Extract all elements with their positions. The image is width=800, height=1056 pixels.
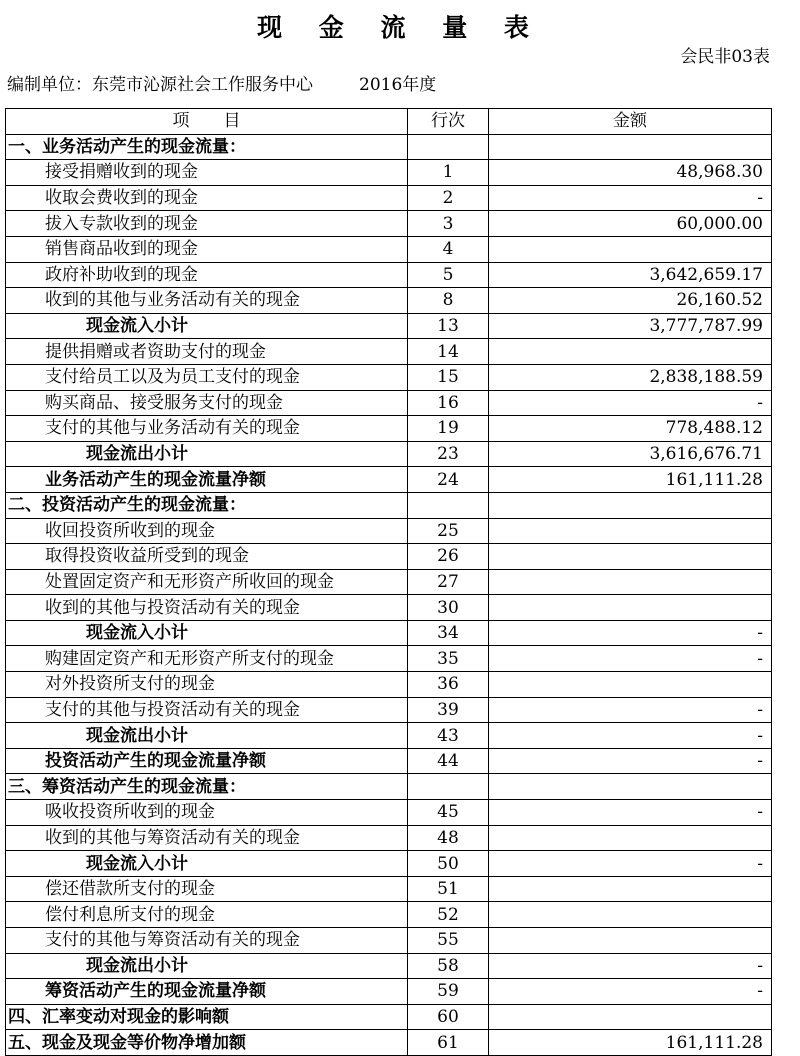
row-item-cell: 现金流出小计 — [6, 953, 408, 979]
table-row — [6, 748, 772, 774]
header-item: 项 目 — [6, 109, 408, 135]
row-line-cell — [408, 492, 489, 518]
row-amount-cell — [489, 518, 772, 544]
row-line-cell — [408, 134, 489, 160]
header-amount: 金额 — [489, 109, 772, 135]
table-row — [6, 723, 772, 749]
table-row — [6, 825, 772, 851]
row-amount-cell: 3,777,787.99 — [489, 313, 772, 339]
table-row — [6, 928, 772, 954]
row-item-cell: 接受捐赠收到的现金 — [6, 160, 408, 186]
row-amount-cell: - — [489, 620, 772, 646]
row-amount-cell: 3,616,676.71 — [489, 441, 772, 467]
row-amount-cell: 3,642,659.17 — [489, 262, 772, 288]
row-amount-cell — [489, 774, 772, 800]
table-row — [6, 390, 772, 416]
row-line-cell: 14 — [408, 339, 489, 365]
table-row — [6, 339, 772, 365]
row-item-cell: 现金流出小计 — [6, 441, 408, 467]
row-line-cell: 5 — [408, 262, 489, 288]
row-amount-cell: - — [489, 697, 772, 723]
row-item-cell: 现金流入小计 — [6, 851, 408, 877]
row-line-cell: 48 — [408, 825, 489, 851]
row-amount-cell: - — [489, 953, 772, 979]
row-item-cell: 业务活动产生的现金流量净额 — [6, 467, 408, 493]
row-line-cell: 45 — [408, 800, 489, 826]
table-row — [6, 774, 772, 800]
table-row — [6, 441, 772, 467]
row-item-cell: 三、筹资活动产生的现金流量： — [6, 774, 408, 800]
row-item-cell: 购买商品、接受服务支付的现金 — [6, 390, 408, 416]
table-row — [6, 416, 772, 442]
row-line-cell: 51 — [408, 876, 489, 902]
row-item-cell: 支付的其他与筹资活动有关的现金 — [6, 928, 408, 954]
table-row — [6, 697, 772, 723]
row-line-cell: 35 — [408, 646, 489, 672]
row-amount-cell — [489, 134, 772, 160]
row-item-cell: 现金流出小计 — [6, 723, 408, 749]
table-row — [6, 211, 772, 237]
row-line-cell: 30 — [408, 595, 489, 621]
row-amount-cell — [489, 825, 772, 851]
row-item-cell: 五、现金及现金等价物净增加额 — [6, 1030, 408, 1056]
row-item-cell: 提供捐赠或者资助支付的现金 — [6, 339, 408, 365]
row-item-cell: 偿还借款所支付的现金 — [6, 876, 408, 902]
table-row — [6, 620, 772, 646]
org-line — [7, 70, 436, 95]
row-line-cell: 61 — [408, 1030, 489, 1056]
report-title: 现 金 流 量 表 — [257, 13, 543, 42]
org-label: 编制单位：东莞市沁源社会工作服务中心 — [7, 75, 313, 95]
table-row — [6, 544, 772, 570]
row-amount-cell: 60,000.00 — [489, 211, 772, 237]
row-line-cell: 44 — [408, 748, 489, 774]
table-row — [6, 467, 772, 493]
row-line-cell — [408, 774, 489, 800]
table-row — [6, 1030, 772, 1056]
row-item-cell: 偿付利息所支付的现金 — [6, 902, 408, 928]
row-line-cell: 52 — [408, 902, 489, 928]
row-line-cell: 24 — [408, 467, 489, 493]
row-amount-cell: - — [489, 851, 772, 877]
row-amount-cell — [489, 544, 772, 570]
row-item-cell: 收到的其他与投资活动有关的现金 — [6, 595, 408, 621]
row-amount-cell — [489, 876, 772, 902]
row-amount-cell: - — [489, 723, 772, 749]
row-amount-cell — [489, 339, 772, 365]
table-row — [6, 518, 772, 544]
row-item-cell: 现金流入小计 — [6, 313, 408, 339]
row-amount-cell: 2,838,188.59 — [489, 364, 772, 390]
form-code: 会民非03表 — [680, 47, 770, 67]
table-row — [6, 262, 772, 288]
row-line-cell: 23 — [408, 441, 489, 467]
row-line-cell: 55 — [408, 928, 489, 954]
row-item-cell: 政府补助收到的现金 — [6, 262, 408, 288]
table-row — [6, 160, 772, 186]
row-amount-cell: - — [489, 800, 772, 826]
table-row — [6, 953, 772, 979]
row-line-cell: 1 — [408, 160, 489, 186]
table-row — [6, 800, 772, 826]
row-amount-cell: - — [489, 390, 772, 416]
table-row — [6, 902, 772, 928]
row-item-cell: 收到的其他与筹资活动有关的现金 — [6, 825, 408, 851]
table-row — [6, 1004, 772, 1030]
row-amount-cell — [489, 569, 772, 595]
row-amount-cell — [489, 595, 772, 621]
row-item-cell: 销售商品收到的现金 — [6, 236, 408, 262]
row-line-cell: 15 — [408, 364, 489, 390]
table-body — [6, 134, 772, 1055]
row-item-cell: 筹资活动产生的现金流量净额 — [6, 979, 408, 1005]
row-amount-cell — [489, 236, 772, 262]
row-item-cell: 现金流入小计 — [6, 620, 408, 646]
table-row — [6, 492, 772, 518]
row-line-cell: 60 — [408, 1004, 489, 1030]
row-item-cell: 拔入专款收到的现金 — [6, 211, 408, 237]
cash-flow-table — [5, 108, 772, 1056]
row-line-cell: 59 — [408, 979, 489, 1005]
row-amount-cell — [489, 928, 772, 954]
row-amount-cell: 26,160.52 — [489, 288, 772, 314]
row-item-cell: 支付给员工以及为员工支付的现金 — [6, 364, 408, 390]
row-line-cell: 26 — [408, 544, 489, 570]
row-amount-cell: - — [489, 646, 772, 672]
row-amount-cell: 778,488.12 — [489, 416, 772, 442]
row-line-cell: 16 — [408, 390, 489, 416]
table-row — [6, 876, 772, 902]
row-amount-cell: - — [489, 185, 772, 211]
row-item-cell: 收到的其他与业务活动有关的现金 — [6, 288, 408, 314]
row-line-cell: 19 — [408, 416, 489, 442]
row-line-cell: 4 — [408, 236, 489, 262]
row-amount-cell — [489, 902, 772, 928]
row-item-cell: 支付的其他与业务活动有关的现金 — [6, 416, 408, 442]
row-item-cell: 取得投资收益所受到的现金 — [6, 544, 408, 570]
row-item-cell: 对外投资所支付的现金 — [6, 672, 408, 698]
row-item-cell: 四、汇率变动对现金的影响额 — [6, 1004, 408, 1030]
row-line-cell: 27 — [408, 569, 489, 595]
row-item-cell: 吸收投资所收到的现金 — [6, 800, 408, 826]
table-row — [6, 569, 772, 595]
row-amount-cell — [489, 492, 772, 518]
row-item-cell: 购建固定资产和无形资产所支付的现金 — [6, 646, 408, 672]
row-line-cell: 2 — [408, 185, 489, 211]
row-amount-cell — [489, 1004, 772, 1030]
row-item-cell: 二、投资活动产生的现金流量： — [6, 492, 408, 518]
table-row — [6, 672, 772, 698]
row-amount-cell: 161,111.28 — [489, 467, 772, 493]
table-row — [6, 851, 772, 877]
row-line-cell: 43 — [408, 723, 489, 749]
row-amount-cell — [489, 672, 772, 698]
table-row — [6, 134, 772, 160]
row-line-cell: 13 — [408, 313, 489, 339]
row-line-cell: 50 — [408, 851, 489, 877]
row-amount-cell: - — [489, 748, 772, 774]
row-line-cell: 36 — [408, 672, 489, 698]
table-row — [6, 236, 772, 262]
row-item-cell: 投资活动产生的现金流量净额 — [6, 748, 408, 774]
row-item-cell: 收回投资所收到的现金 — [6, 518, 408, 544]
row-amount-cell: - — [489, 979, 772, 1005]
row-item-cell: 收取会费收到的现金 — [6, 185, 408, 211]
row-amount-cell: 48,968.30 — [489, 160, 772, 186]
row-line-cell: 58 — [408, 953, 489, 979]
row-line-cell: 39 — [408, 697, 489, 723]
row-item-cell: 支付的其他与投资活动有关的现金 — [6, 697, 408, 723]
row-line-cell: 3 — [408, 211, 489, 237]
table-row — [6, 979, 772, 1005]
report-period: 2016年度 — [359, 75, 437, 95]
table-row — [6, 313, 772, 339]
row-amount-cell: 161,111.28 — [489, 1030, 772, 1056]
table-row — [6, 185, 772, 211]
row-item-cell: 一、业务活动产生的现金流量： — [6, 134, 408, 160]
table-row — [6, 646, 772, 672]
row-item-cell: 处置固定资产和无形资产所收回的现金 — [6, 569, 408, 595]
header-line-no: 行次 — [408, 109, 489, 135]
table-row — [6, 595, 772, 621]
table-header-row — [6, 109, 772, 135]
table-row — [6, 288, 772, 314]
row-line-cell: 34 — [408, 620, 489, 646]
row-line-cell: 8 — [408, 288, 489, 314]
table-row — [6, 364, 772, 390]
row-line-cell: 25 — [408, 518, 489, 544]
